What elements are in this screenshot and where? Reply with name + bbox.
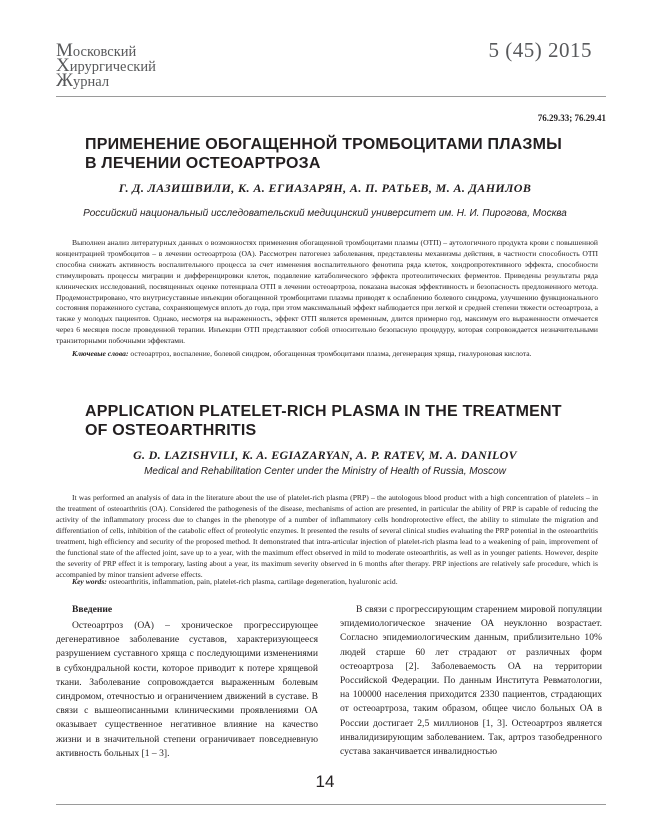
article-title-en: APPLICATION PLATELET-RICH PLASMA IN THE TREATMENT OF OSTEOARTHRITIS: [85, 403, 562, 439]
keywords-en: [56, 577, 598, 588]
section-title: Введение: [72, 604, 113, 615]
keywords-text-en: osteoarthritis, inflammation, pain, platelet-rich plasma, cartilage degeneration, hyaluronic acid.: [108, 577, 398, 586]
body-paragraph-left: Остеоартроз (ОА) – хроническое прогрессирующее дегенеративное заболевание суставов, характеризующееся разрушением суставного хряща с последующими изменениями в субхондральной кости, которое приводит к потере хрящевой ткани. Заболевание сопровождается выраженным болевым синдромом, отечностью и ограничением движений в суставе. В связи с вышеописанными клиническими проявлениями ОА оказывает существенное негативное влияние на качество жизни и в значительной степени ограничивает повседневную активность больных [1 – 3].: [56, 620, 318, 759]
body-column-left: [56, 603, 318, 761]
journal-logo: [56, 40, 216, 91]
authors-en: G. D. LAZISHVILI, K. A. EGIAZARYAN, A. P. RATEV, M. A. DANILOV: [133, 448, 517, 462]
article-title-ru: ПРИМЕНЕНИЕ ОБОГАЩЕННОЙ ТРОМБОЦИТАМИ ПЛАЗМЫ В ЛЕЧЕНИИ ОСТЕОАРТРОЗА: [85, 136, 562, 172]
affiliation-ru: Российский национальный исследовательский медицинский университет им. Н. И. Пирогова, Москва: [83, 208, 567, 219]
journal-name-line3: Журнал: [56, 70, 110, 91]
abstract-en: It was performed an analysis of data in the literature about the use of platelet-rich plasma (PRP) – the autologous blood product with a high concentration of platelets – in the treatment of osteoarthritis (OA). Considered the pathogenesis of the disease, mechanisms of action are presented, in particular the ability of PRP is capable of reducing the activity of the inflammatory process due to changes in the phenotype of a number of inflammatory cells hondroprotective effect, the ability to stimulate the migration and differentiation of cells, inhibition of the catabolic effect of proteolytic enzymes. It presented the results of several clinical studies evaluating the PRP potential in the osteoarthritis treatment, high efficiency and security of the proposed method. It demonstrated that intra-articular injection of platelet-rich plasma lead to a weakening of pain, improvement of the functional state of the affected joint, save up to a year, with the maximum effect observed in mild to moderate osteoarthritis, as well as in younger patients. However, despite the severity of PRP effect it is temporary, lasting about a year, its maximum severity observed in 6 months after therapy. PRP injections are relatively safe procedure, which is accompanied by minor transient adverse effects.: [56, 493, 598, 579]
journal-name-line2: Хирургический: [56, 55, 156, 76]
keywords-label-ru: Ключевые слова:: [72, 349, 129, 358]
abstract-ru: Выполнен анализ литературных данных о возможностях применения обогащенной тромбоцитами плазмы (ОТП) – аутологичного продукта крови с повышенной концентрацией тромбоцитов – в лечении остеоартроза (ОА). Рассмотрен патогенез заболевания, представлены механизмы действия, в частности способность ОТП способна снижать активность воспалительного процесса за счет изменения воспалительного фенотипа ряда клеток, хондропротективного эффекта, способности стимулировать процессы миграции и дифференцировки клеток, подавление катаболического эффекта протеолитических ферментов. Приведены результаты ряда клинических исследований, посвященных оценке потенциала ОТП в лечении остеоартроза, показана высокая эффективность и безопасность предложенного метода. Продемонстрировано, что внутрисуставные инъекции обогащенной тромбоцитами плазмы приводят к ослаблению болевого синдрома, улучшению функционального состояния пораженного сустава, сохраняющемуся вплоть до года, при этом максимальный эффект наблюдается при легкой и средней степени тяжести остеоартроза, а также у молодых пациентов. Однако, несмотря на выраженность, эффект ОТП является временным, длится примерно год, максимум его выраженности отмечается через 6 месяцев после проведенной терапии. Инъекции ОТП представляют собой относительно безопасную процедуру, которая сопровождается незначительными транзиторными побочными эффектами.: [56, 238, 598, 346]
page-number: 14: [315, 772, 335, 791]
keywords-ru: [56, 349, 598, 360]
body-paragraph-right: В связи с прогрессирующим старением мировой популяции эпидемиологическое значение ОА неуклонно возрастает. Согласно эпидемиологическим данным, приблизительно 10% людей старше 60 лет страдают от различных форм остеоартроза [2]. Заболеваемость ОА на территории Российской Федерации. По данным Института Ревматологии, на 100000 населения приходится 2330 пациентов, страдающих от остеоартроза, таким образом, общее число больных ОА в России достигает 2,5 миллионов [1, 3]. Остеоартроз является инвалидизирующим заболеванием. Так, артроз тазобедренного сустава заканчивается инвалидностью: [340, 604, 602, 758]
header-rule: [56, 96, 606, 97]
udc-code: 76.29.33; 76.29.41: [537, 113, 606, 123]
footer-rule: [56, 804, 606, 805]
journal-name-line1: Московский: [56, 40, 137, 61]
keywords-text-ru: остеоартроз, воспаление, болевой синдром, обогащенная тромбоцитами плазма, дегенерация хряща, гиалуроновая кислота.: [130, 349, 532, 358]
affiliation-en: Medical and Rehabilitation Center under the Ministry of Health of Russia, Moscow: [144, 466, 506, 477]
issue-number: 5 (45) 2015: [488, 38, 592, 62]
keywords-label-en: Key words:: [72, 577, 107, 586]
body-column-right: [340, 603, 602, 759]
authors-ru: Г. Д. ЛАЗИШВИЛИ, К. А. ЕГИАЗАРЯН, А. П. РАТЬЕВ, М. А. ДАНИЛОВ: [118, 181, 532, 195]
